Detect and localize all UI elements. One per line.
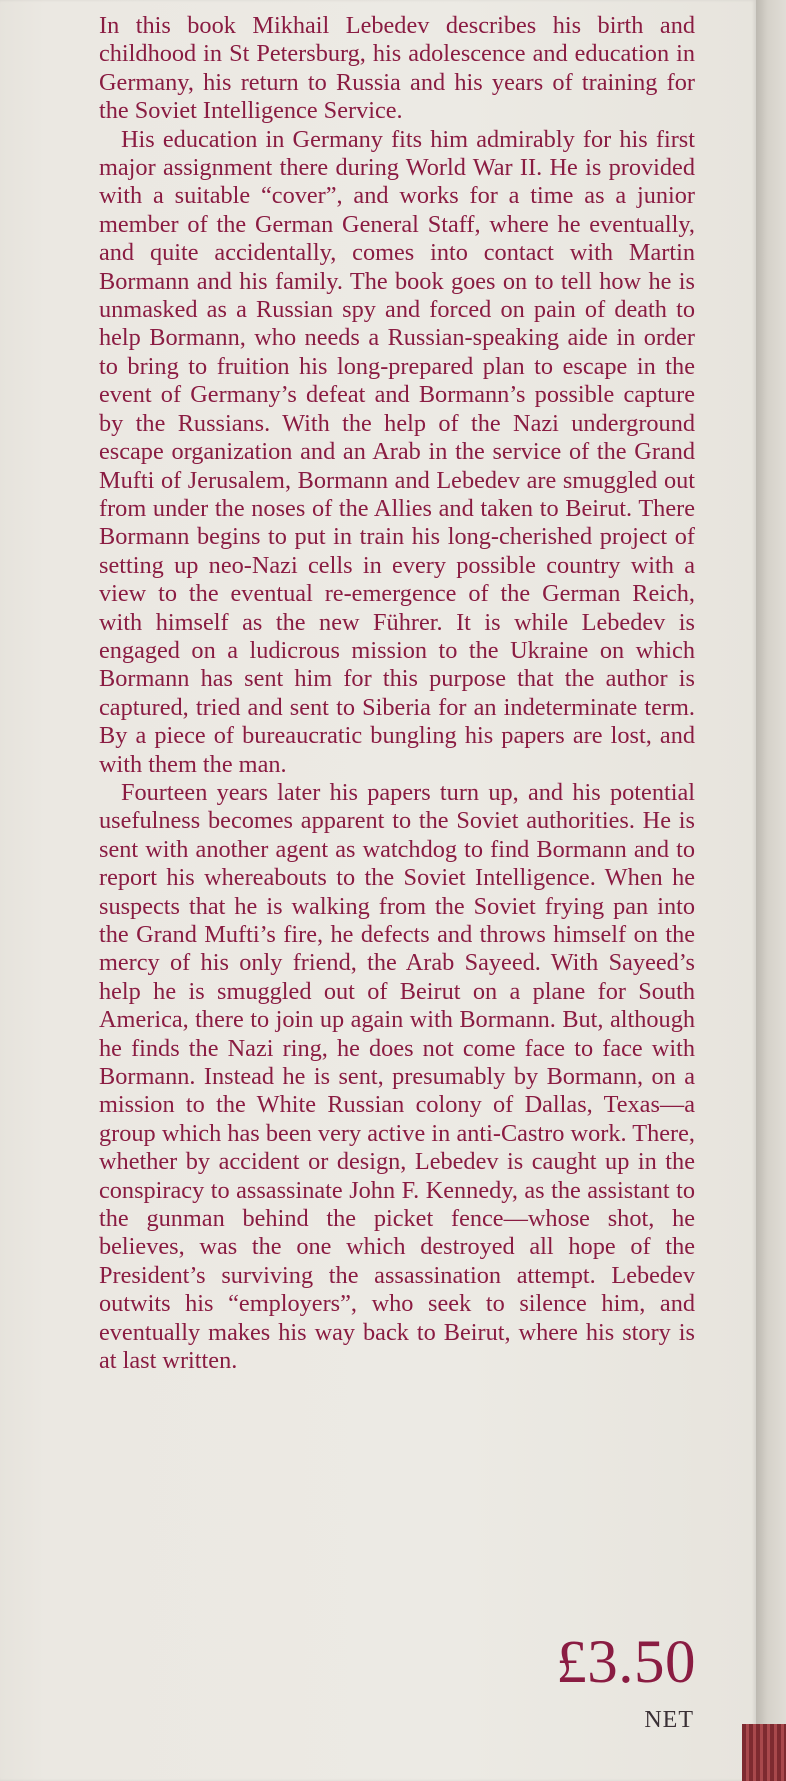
- price-label: £3.50: [556, 1629, 696, 1696]
- price-net-label: NET: [644, 1707, 694, 1733]
- jacket-fold-edge: [756, 0, 786, 1781]
- cover-corner-stripe: [742, 1724, 786, 1781]
- blurb-paragraph-2: His education in Germany fits him admirably for his first major assignment there during World War II. He is provided with a suitable “cover”, and works for a time as a junior member of the German General Staff, where he eventually, and quite accidentally, comes into contact with Martin Bormann and his family. The book goes on to tell how he is unmasked as a Russian spy and forced on pain of death to help Bormann, who needs a Russian-speaking aide in order to bring to fruition his long-prepared plan to escape in the event of Germany’s defeat and Bormann’s possible capture by the Russians. With the help of the Nazi underground escape organization and an Arab in the service of the Grand Mufti of Jerusalem, Bormann and Lebedev are smuggled out from under the noses of the Allies and taken to Beirut. There Bormann begins to put in train his long-cherished project of setting up neo-Nazi cells in every possible country with a view to the eventual re-emergence of the German Reich, with himself as the new Führer. It is while Lebedev is engaged on a ludicrous mission to the Ukraine on which Bormann has sent him for this purpose that the author is captured, tried and sent to Siberia for an indeterminate term. By a piece of bureaucratic bungling his papers are lost, and with them the man.: [99, 125, 695, 778]
- blurb-paragraph-1: In this book Mikhail Lebedev describes his birth and childhood in St Petersburg, his adolescence and education in Germany, his return to Russia and his years of training for the Soviet Intelligence Service.: [99, 12, 695, 125]
- blurb-text: [99, 12, 695, 1376]
- blurb-paragraph-3: Fourteen years later his papers turn up, and his potential usefulness becomes apparent to the Soviet authorities. He is sent with another agent as watchdog to find Bormann and to report his whereabouts to the Soviet Intelligence. When he suspects that he is walking from the Soviet frying pan into the Grand Mufti’s fire, he defects and throws himself on the mercy of his only friend, the Arab Sayeed. With Sayeed’s help he is smuggled out of Beirut on a plane for South America, there to join up again with Bormann. But, although he finds the Nazi ring, he does not come face to face with Bormann. Instead he is sent, presumably by Bormann, on a mission to the White Russian colony of Dallas, Texas—a group which has been very active in anti-Castro work. There, whether by accident or design, Lebedev is caught up in the conspiracy to assassinate John F. Kennedy, as the assistant to the gunman behind the picket fence—whose shot, he believes, was the one which destroyed all hope of the President’s surviving the assassination attempt. Lebedev outwits his “employers”, who seek to silence him, and eventually makes his way back to Beirut, where his story is at last written.: [99, 778, 695, 1375]
